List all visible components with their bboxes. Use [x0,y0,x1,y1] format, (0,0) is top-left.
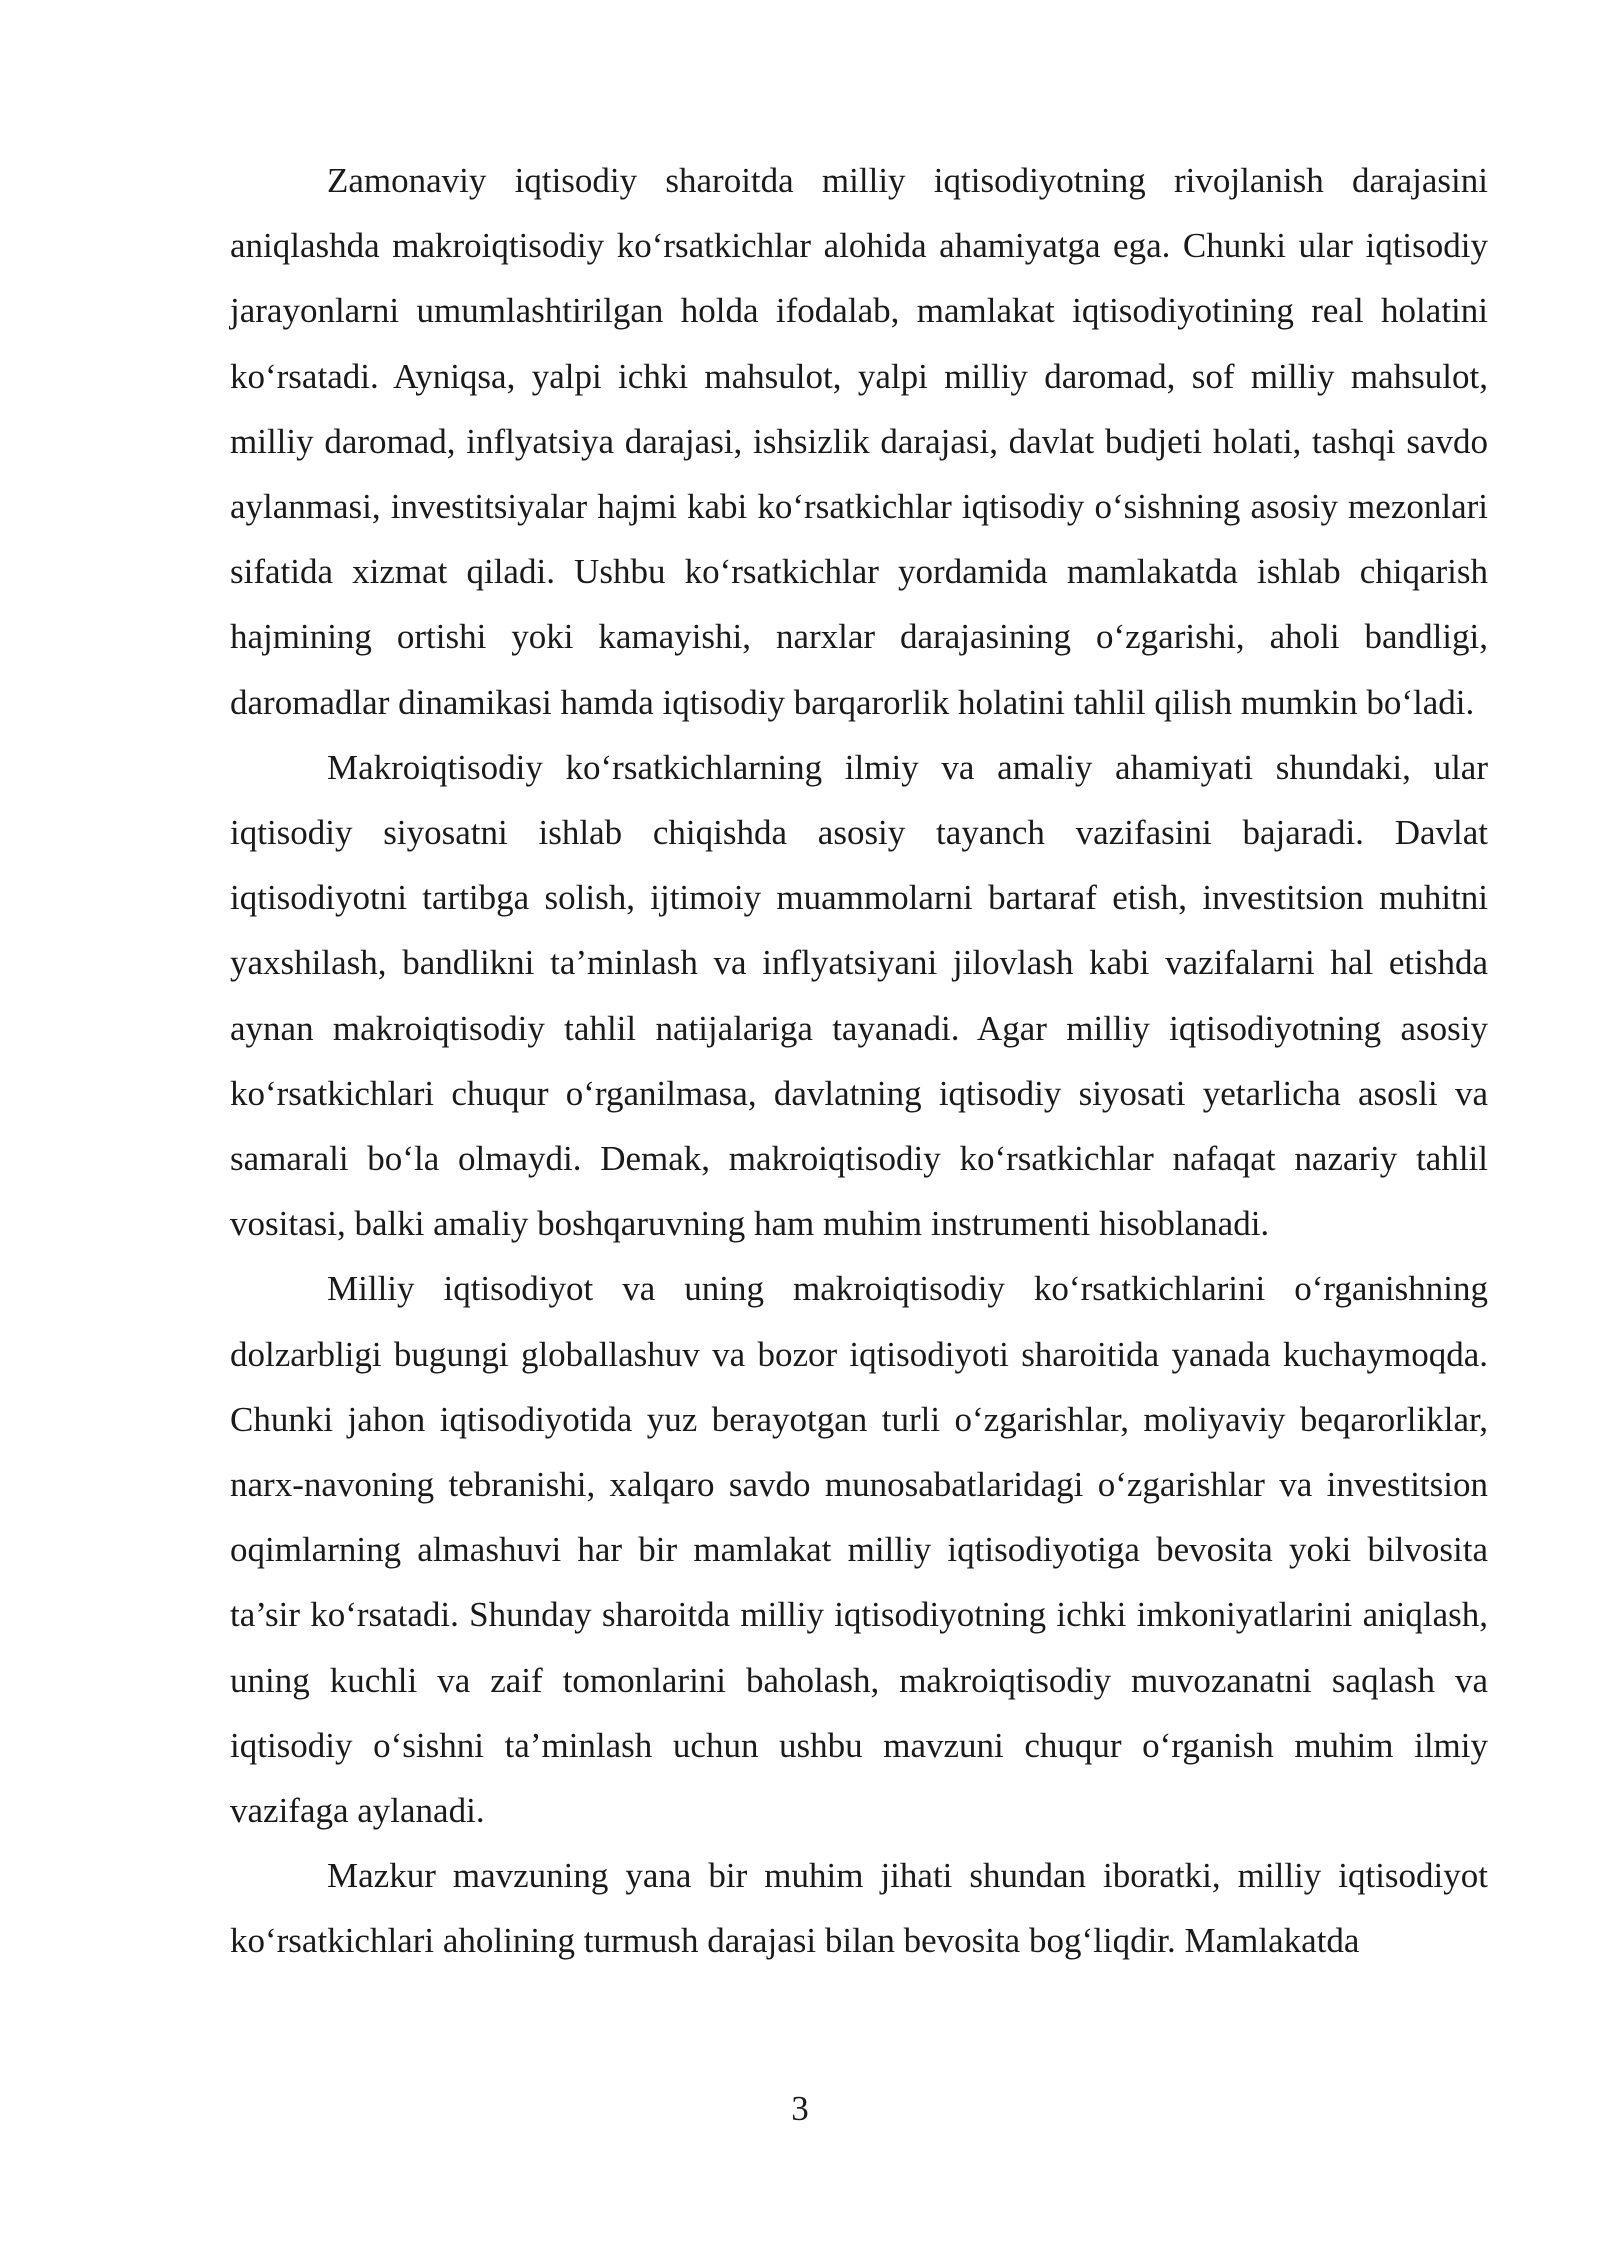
page-number: 3 [791,2089,809,2128]
document-body [230,148,1488,1974]
paragraph-1: Zamonaviy iqtisodiy sharoitda milliy iqtisodiyotning rivojlanish darajasini aniqlashda makroiqtisodiy ko‘rsatkichlar alohida ahamiyatga ega. Chunki ular iqtisodiy jarayonlarni umumlashtirilgan holda ifodalab, mamlakat iqtisodiyotining real holatini ko‘rsatadi. Ayniqsa, yalpi ichki mahsulot, yalpi milliy daromad, sof milliy mahsulot, milliy daromad, inflyatsiya darajasi, ishsizlik darajasi, davlat budjeti holati, tashqi savdo aylanmasi, investitsiyalar hajmi kabi ko‘rsatkichlar iqtisodiy o‘sishning asosiy mezonlari sifatida xizmat qiladi. Ushbu ko‘rsatkichlar yordamida mamlakatda ishlab chiqarish hajmining ortishi yoki kamayishi, narxlar darajasining o‘zgarishi, aholi bandligi, daromadlar dinamikasi hamda iqtisodiy barqarorlik holatini tahlil qilish mumkin bo‘ladi. [230,161,1488,722]
paragraph-4: Mazkur mavzuning yana bir muhim jihati shundan iboratki, milliy iqtisodiyot ko‘rsatkichlari aholining turmush darajasi bilan bevosita bog‘liqdir. Mamlakatda [230,1856,1488,1961]
paragraph-2: Makroiqtisodiy ko‘rsatkichlarning ilmiy va amaliy ahamiyati shundaki, ular iqtisodiy siyosatni ishlab chiqishda asosiy tayanch vazifasini bajaradi. Davlat iqtisodiyotni tartibga solish, ijtimoiy muammolarni bartaraf etish, investitsion muhitni yaxshilash, bandlikni ta’minlash va inflyatsiyani jilovlash kabi vazifalarni hal etishda aynan makroiqtisodiy tahlil natijalariga tayanadi. Agar milliy iqtisodiyotning asosiy ko‘rsatkichlari chuqur o‘rganilmasa, davlatning iqtisodiy siyosati yetarlicha asosli va samarali bo‘la olmaydi. Demak, makroiqtisodiy ko‘rsatkichlar nafaqat nazariy tahlil vositasi, balki amaliy boshqaruvning ham muhim instrumenti hisoblanadi. [230,747,1488,1244]
paragraph-3: Milliy iqtisodiyot va uning makroiqtisodiy ko‘rsatkichlarini o‘rganishning dolzarbligi bugungi globallashuv va bozor iqtisodiyoti sharoitida yanada kuchaymoqda. Chunki jahon iqtisodiyotida yuz berayotgan turli o‘zgarishlar, moliyaviy beqarorliklar, narx-navoning tebranishi, xalqaro savdo munosabatlaridagi o‘zgarishlar va investitsion oqimlarning almashuvi har bir mamlakat milliy iqtisodiyotiga bevosita yoki bilvosita ta’sir ko‘rsatadi. Shunday sharoitda milliy iqtisodiyotning ichki imkoniyatlarini aniqlash, uning kuchli va zaif tomonlarini baholash, makroiqtisodiy muvozanatni saqlash va iqtisodiy o‘sishni ta’minlash uchun ushbu mavzuni chuqur o‘rganish muhim ilmiy vazifaga aylanadi. [230,1269,1488,1831]
